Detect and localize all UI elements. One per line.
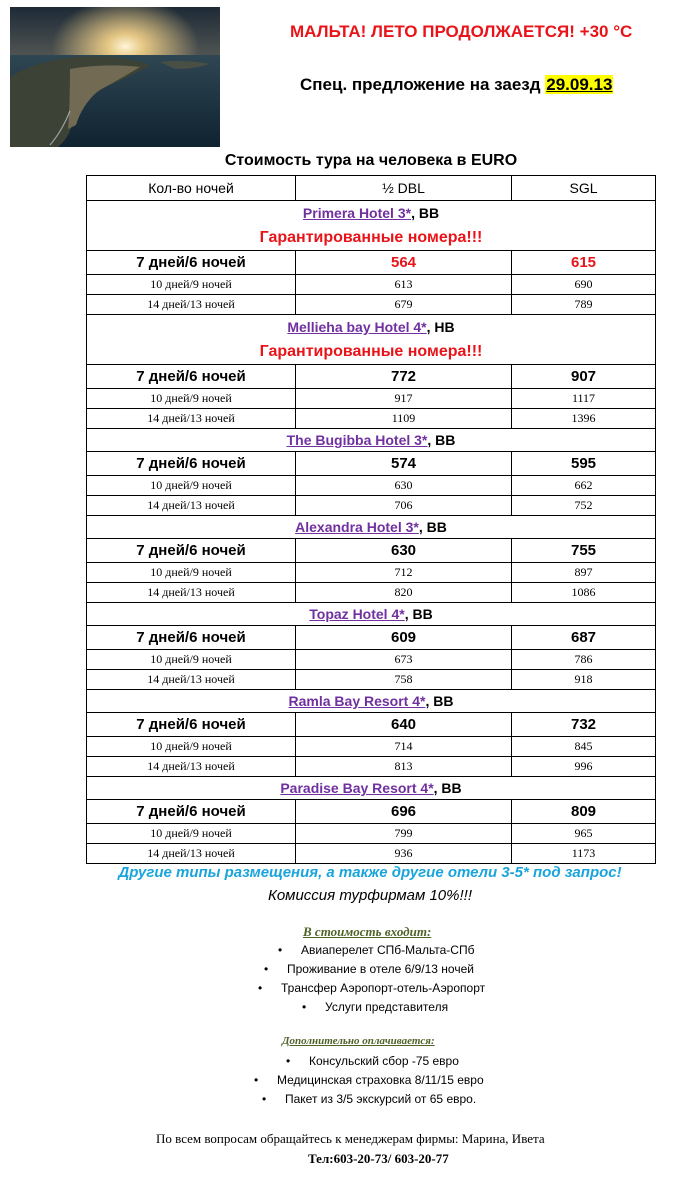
hotel-cell <box>87 201 656 226</box>
price-table <box>86 175 656 864</box>
cell-dbl: 706 <box>296 496 512 516</box>
hotel-name-link[interactable]: Mellieha bay Hotel 4* <box>287 319 427 336</box>
hotel-board: , BB <box>418 519 447 535</box>
hotel-row <box>87 201 656 226</box>
cell-sgl: 996 <box>512 757 656 777</box>
table-row <box>87 409 656 429</box>
hotel-cell <box>87 777 656 800</box>
cell-nights: 10 дней/9 ночей <box>87 476 296 496</box>
cell-sgl: 615 <box>512 251 656 275</box>
hotel-row <box>87 315 656 340</box>
included-heading: В стоимость входит: <box>303 924 432 939</box>
column-header-nights: Кол-во ночей <box>87 176 296 201</box>
cell-nights: 10 дней/9 ночей <box>87 563 296 583</box>
hotel-cell <box>87 315 656 340</box>
cell-dbl: 917 <box>296 389 512 409</box>
cell-nights: 14 дней/13 ночей <box>87 670 296 690</box>
table-row <box>87 800 656 824</box>
cell-dbl: 936 <box>296 844 512 864</box>
list-item: • Пакет из 3/5 экскурсий от 65 евро. <box>0 1090 484 1109</box>
cell-nights: 7 дней/6 ночей <box>87 452 296 476</box>
cell-nights: 7 дней/6 ночей <box>87 365 296 389</box>
guarantee-note: Гарантированные номера!!! <box>87 340 656 365</box>
cell-sgl: 1396 <box>512 409 656 429</box>
page-headline: МАЛЬТА! ЛЕТО ПРОДОЛЖАЕТСЯ! +30 °С <box>290 22 633 41</box>
hotel-cell <box>87 429 656 452</box>
hotel-name-link[interactable]: Primera Hotel 3* <box>302 205 412 222</box>
cell-nights: 14 дней/13 ночей <box>87 295 296 315</box>
table-row <box>87 844 656 864</box>
table-row <box>87 583 656 603</box>
other-accommodation-note: Другие типы размещения, а также другие отели 3-5* под запрос! <box>118 864 622 881</box>
table-row <box>87 476 656 496</box>
table-row <box>87 737 656 757</box>
cell-dbl: 820 <box>296 583 512 603</box>
cell-dbl: 640 <box>296 713 512 737</box>
cell-nights: 7 дней/6 ночей <box>87 800 296 824</box>
list-item: • Медицинская страховка 8/11/15 евро <box>0 1071 484 1090</box>
cell-nights: 7 дней/6 ночей <box>87 251 296 275</box>
cell-dbl: 799 <box>296 824 512 844</box>
hotel-name-link[interactable]: Ramla Bay Resort 4* <box>288 693 426 709</box>
column-header-dbl: ½ DBL <box>296 176 512 201</box>
guarantee-row <box>87 226 656 251</box>
table-row <box>87 389 656 409</box>
cell-dbl: 679 <box>296 295 512 315</box>
cell-dbl: 609 <box>296 626 512 650</box>
cell-dbl: 758 <box>296 670 512 690</box>
cell-nights: 10 дней/9 ночей <box>87 389 296 409</box>
column-header-sgl: SGL <box>512 176 656 201</box>
cell-nights: 14 дней/13 ночей <box>87 757 296 777</box>
hotel-name-link[interactable]: Topaz Hotel 4* <box>309 606 405 622</box>
table-row <box>87 650 656 670</box>
table-row <box>87 670 656 690</box>
table-row <box>87 365 656 389</box>
cell-nights: 10 дней/9 ночей <box>87 650 296 670</box>
hotel-board: , BB <box>411 205 440 222</box>
cell-sgl: 687 <box>512 626 656 650</box>
cell-dbl: 813 <box>296 757 512 777</box>
contact-phone: Тел:603-20-73/ 603-20-77 <box>308 1151 449 1166</box>
cell-dbl: 673 <box>296 650 512 670</box>
cell-dbl: 714 <box>296 737 512 757</box>
special-offer <box>300 75 613 95</box>
cell-nights: 14 дней/13 ночей <box>87 496 296 516</box>
hotel-board: , BB <box>433 780 462 796</box>
table-row <box>87 251 656 275</box>
hotel-cell <box>87 603 656 626</box>
hotel-name-link[interactable]: Paradise Bay Resort 4* <box>280 780 434 796</box>
cell-dbl: 564 <box>296 251 512 275</box>
cell-sgl: 690 <box>512 275 656 295</box>
hotel-name-link[interactable]: Alexandra Hotel 3* <box>295 519 419 535</box>
cell-sgl: 809 <box>512 800 656 824</box>
contact-text: По всем вопросам обращайтесь к менеджерам фирмы: Марина, Ивета <box>156 1131 545 1146</box>
commission-note: Комиссия турфирмам 10%!!! <box>268 887 472 904</box>
list-item: • Консульский сбор -75 евро <box>0 1052 484 1071</box>
cell-sgl: 662 <box>512 476 656 496</box>
cell-nights: 14 дней/13 ночей <box>87 583 296 603</box>
hotel-cell <box>87 690 656 713</box>
list-item: • Проживание в отеле 6/9/13 ночей <box>0 960 485 979</box>
cell-dbl: 630 <box>296 476 512 496</box>
cell-nights: 7 дней/6 ночей <box>87 539 296 563</box>
cell-nights: 7 дней/6 ночей <box>87 713 296 737</box>
hotel-row <box>87 516 656 539</box>
cell-sgl: 845 <box>512 737 656 757</box>
cell-sgl: 907 <box>512 365 656 389</box>
hotel-row <box>87 690 656 713</box>
hotel-cell <box>87 516 656 539</box>
cell-dbl: 696 <box>296 800 512 824</box>
cell-nights: 10 дней/9 ночей <box>87 824 296 844</box>
guarantee-row <box>87 340 656 365</box>
list-item: • Трансфер Аэропорт-отель-Аэропорт <box>0 979 485 998</box>
cell-dbl: 1109 <box>296 409 512 429</box>
table-row <box>87 452 656 476</box>
hotel-row <box>87 429 656 452</box>
cell-dbl: 712 <box>296 563 512 583</box>
table-caption: Стоимость тура на человека в EURO <box>224 152 518 169</box>
table-row <box>87 539 656 563</box>
table-row <box>87 757 656 777</box>
extra-list <box>0 1052 484 1109</box>
list-item: • Услуги представителя <box>0 998 485 1017</box>
cell-nights: 10 дней/9 ночей <box>87 275 296 295</box>
table-row <box>87 626 656 650</box>
guarantee-note: Гарантированные номера!!! <box>87 226 656 251</box>
hotel-board: , BB <box>427 432 456 448</box>
table-row <box>87 713 656 737</box>
included-list <box>0 941 485 1017</box>
cell-dbl: 613 <box>296 275 512 295</box>
cell-nights: 7 дней/6 ночей <box>87 626 296 650</box>
hotel-board: , BB <box>425 693 454 709</box>
cell-sgl: 965 <box>512 824 656 844</box>
cell-sgl: 755 <box>512 539 656 563</box>
cell-nights: 14 дней/13 ночей <box>87 844 296 864</box>
table-row <box>87 275 656 295</box>
malta-aerial-photo <box>10 7 220 147</box>
cell-sgl: 752 <box>512 496 656 516</box>
extra-heading: Дополнительно оплачивается: <box>282 1035 435 1047</box>
cell-sgl: 595 <box>512 452 656 476</box>
table-row <box>87 295 656 315</box>
cell-sgl: 786 <box>512 650 656 670</box>
offer-label: Спец. предложение на заезд <box>300 75 546 94</box>
cell-dbl: 772 <box>296 365 512 389</box>
table-row <box>87 563 656 583</box>
cell-sgl: 732 <box>512 713 656 737</box>
hotel-board: , BB <box>404 606 433 622</box>
cell-nights: 10 дней/9 ночей <box>87 737 296 757</box>
offer-date: 29.09.13 <box>546 75 613 94</box>
cell-sgl: 897 <box>512 563 656 583</box>
list-item: • Авиаперелет СПб-Мальта-СПб <box>0 941 485 960</box>
cell-sgl: 1117 <box>512 389 656 409</box>
table-row <box>87 496 656 516</box>
hotel-name-link[interactable]: The Bugibba Hotel 3* <box>286 432 428 448</box>
cell-sgl: 789 <box>512 295 656 315</box>
cell-dbl: 630 <box>296 539 512 563</box>
cell-dbl: 574 <box>296 452 512 476</box>
cell-sgl: 1086 <box>512 583 656 603</box>
table-header-row <box>87 176 656 201</box>
hotel-row <box>87 603 656 626</box>
hotel-row <box>87 777 656 800</box>
table-row <box>87 824 656 844</box>
cell-sgl: 918 <box>512 670 656 690</box>
cell-nights: 14 дней/13 ночей <box>87 409 296 429</box>
hotel-board: , HB <box>426 319 455 336</box>
cell-sgl: 1173 <box>512 844 656 864</box>
